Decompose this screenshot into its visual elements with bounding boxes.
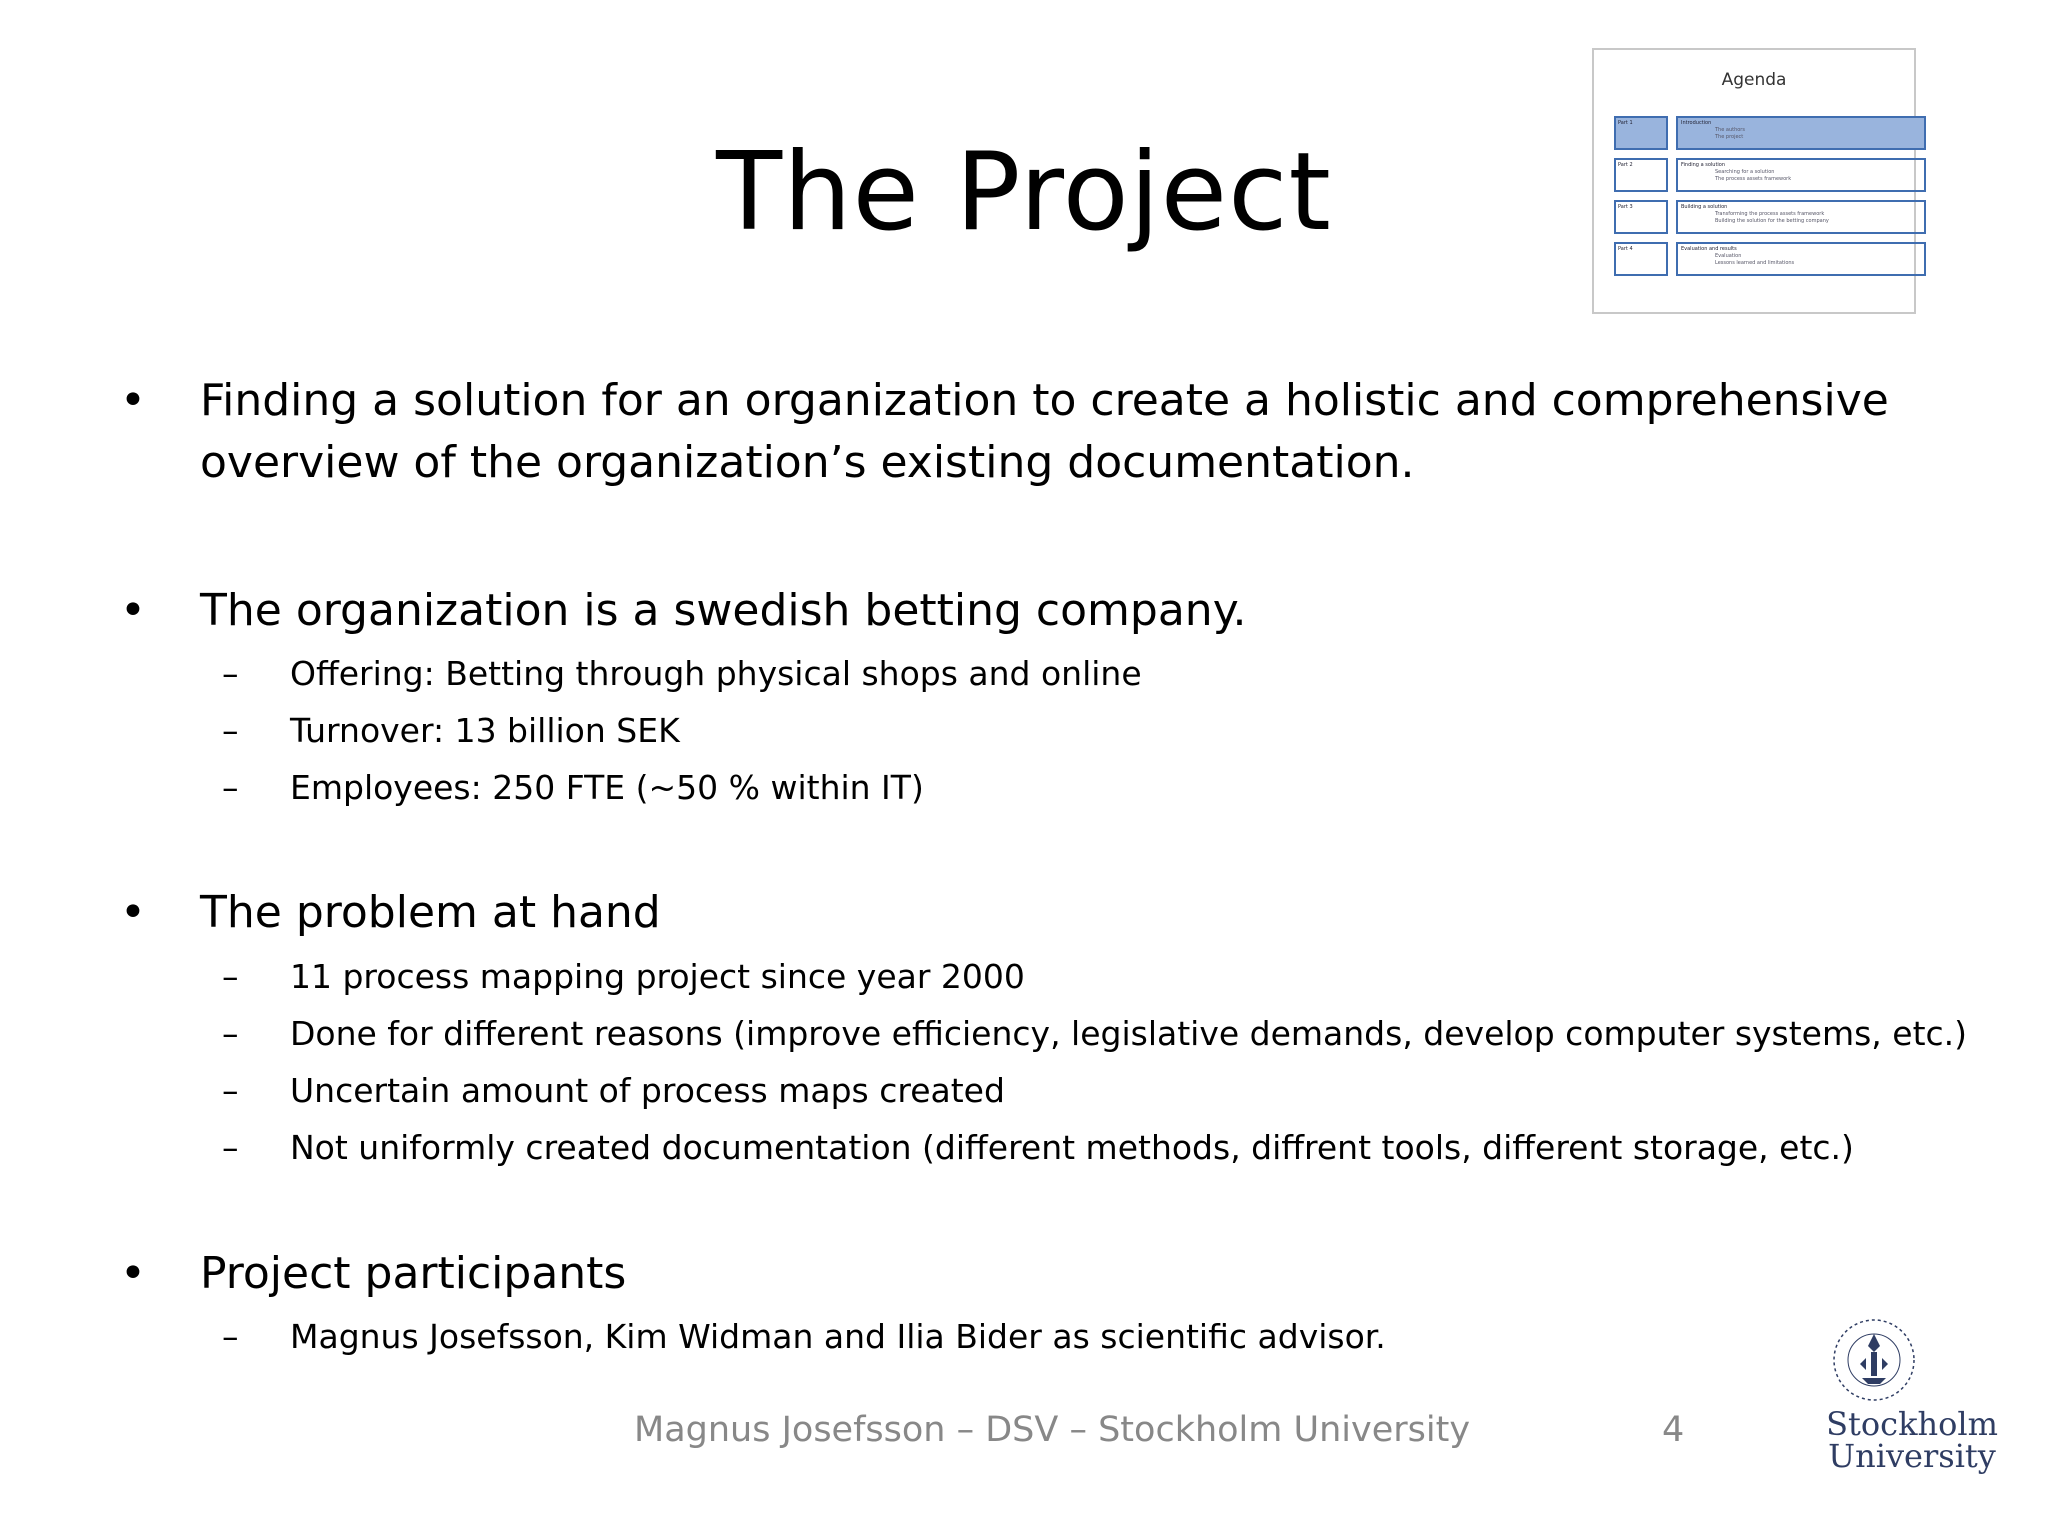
page-number: 4	[1662, 1410, 1685, 1450]
bullet-icon: •	[120, 887, 146, 938]
sub-bullet-text: Uncertain amount of process maps created	[290, 1071, 1005, 1110]
slide-title: The Project	[716, 130, 1332, 255]
agenda-subtopic: The authors	[1715, 127, 1745, 133]
agenda-subtopic: Searching for a solution	[1715, 169, 1775, 175]
agenda-topic-label: Introduction	[1681, 120, 1712, 126]
dash-icon: –	[222, 1128, 239, 1167]
agenda-subtopic: The project	[1715, 134, 1744, 140]
bullet-text: The organization is a swedish betting company.	[200, 585, 1247, 636]
sub-bullet-text: Not uniformly created documentation (different methods, diffrent tools, different storage, etc.)	[290, 1128, 1854, 1167]
logo-line1: Stockholm	[1826, 1405, 1998, 1443]
sub-bullet-text: Turnover: 13 billion SEK	[290, 711, 680, 750]
dash-icon: –	[222, 654, 239, 693]
agenda-subtopic: Lessons learned and limitations	[1715, 260, 1795, 266]
university-seal-icon	[1822, 1312, 2002, 1408]
agenda-part: Part 4	[1614, 242, 1668, 276]
agenda-topic	[1676, 116, 1926, 150]
sub-bullet-text: Magnus Josefsson, Kim Widman and Ilia Bider as scientific advisor.	[290, 1317, 1386, 1356]
sub-bullet-text: Employees: 250 FTE (~50 % within IT)	[290, 768, 924, 807]
bullet-text: Project participants	[200, 1248, 627, 1299]
slide-footer: Magnus Josefsson – DSV – Stockholm University	[634, 1410, 1471, 1450]
agenda-thumbnail[interactable]	[1592, 48, 1916, 314]
sub-bullet-text: Done for different reasons (improve efficiency, legislative demands, develop computer systems, etc.)	[290, 1014, 1968, 1053]
agenda-subtopic: Evaluation	[1715, 253, 1742, 259]
agenda-topic-label: Building a solution	[1681, 204, 1728, 210]
university-logo-text	[1822, 1405, 2002, 1475]
dash-icon: –	[222, 957, 239, 996]
agenda-subtopic: Transforming the process assets framework	[1715, 211, 1825, 217]
agenda-topic	[1676, 200, 1926, 234]
agenda-part: Part 3	[1614, 200, 1668, 234]
agenda-topic	[1676, 242, 1926, 276]
sub-bullet-text: 11 process mapping project since year 2000	[290, 957, 1025, 996]
bullet-icon: •	[120, 585, 146, 636]
sub-bullet-text: Offering: Betting through physical shops and online	[290, 654, 1142, 693]
agenda-topic	[1676, 158, 1926, 192]
agenda-part: Part 1	[1614, 116, 1668, 150]
agenda-row	[1614, 200, 1926, 234]
agenda-subtopic: Building the solution for the betting company	[1715, 218, 1829, 224]
agenda-row	[1614, 158, 1926, 192]
agenda-part: Part 2	[1614, 158, 1668, 192]
dash-icon: –	[222, 711, 239, 750]
bullet-text: Finding a solution for an organization to create a holistic and comprehensive overview of the organization’s existing documentation.	[200, 375, 1889, 488]
agenda-row	[1614, 116, 1926, 150]
bullet-text: The problem at hand	[200, 887, 661, 938]
agenda-topic-label: Finding a solution	[1681, 162, 1726, 168]
dash-icon: –	[222, 1071, 239, 1110]
university-logo	[1822, 1312, 2002, 1482]
bullet-icon: •	[120, 1248, 146, 1299]
agenda-row	[1614, 242, 1926, 276]
agenda-title: Agenda	[1721, 70, 1787, 90]
bullet-icon: •	[120, 375, 146, 426]
dash-icon: –	[222, 1014, 239, 1053]
dash-icon: –	[222, 1317, 239, 1356]
agenda-subtopic: The process assets framework	[1715, 176, 1792, 182]
logo-line2: University	[1828, 1437, 1996, 1475]
dash-icon: –	[222, 768, 239, 807]
agenda-topic-label: Evaluation and results	[1681, 246, 1737, 252]
